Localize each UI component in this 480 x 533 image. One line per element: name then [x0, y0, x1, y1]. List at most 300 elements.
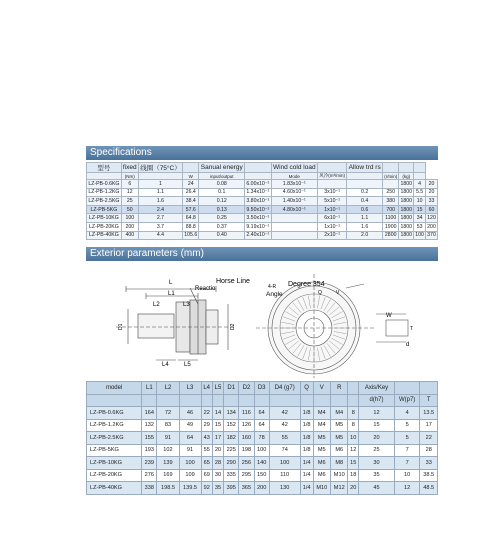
spec-header-cell: 线圈（75°C）	[138, 163, 182, 173]
spec-table-cell: 1.1	[138, 188, 182, 197]
dim-table-cell: M10	[313, 482, 330, 495]
dim-table-cell: 335	[224, 469, 239, 482]
spec-header-cell: 型号	[87, 163, 122, 173]
spec-table-cell	[271, 214, 317, 223]
dim-table-cell: 155	[142, 432, 157, 445]
dim-table-cell: 92	[201, 482, 212, 495]
spec-table-row	[87, 205, 438, 214]
dim-table-cell: 239	[142, 457, 157, 470]
label-reaction: Reactio	[195, 286, 216, 292]
dim-table-cell: 1/4	[300, 457, 313, 470]
spec-table-cell: 1	[138, 180, 182, 189]
dim-subheader-cell	[201, 394, 212, 407]
spec-table-cell: 2.4	[138, 205, 182, 214]
dim-table-cell: 126	[239, 419, 254, 432]
dim-table-cell: M4	[313, 407, 330, 420]
spec-table-cell: 60	[426, 205, 438, 214]
spec-header-cell: Allow trd rs	[348, 164, 381, 171]
dim-table-cell: 152	[224, 419, 239, 432]
spec-table-cell: 3.50x10⁻¹	[246, 215, 270, 222]
dim-table-cell: M8	[331, 457, 348, 470]
dim-subheader-cell	[224, 394, 239, 407]
spec-table-cell: 2.7	[138, 214, 182, 223]
spec-table-cell: 20	[426, 180, 438, 189]
specifications-header: Specifications	[86, 146, 438, 160]
dim-table-cell: M6	[331, 444, 348, 457]
spec-table-cell	[383, 180, 399, 189]
spec-header-cell: Wind cold load	[272, 164, 316, 171]
spec-table-cell: LZ-PB-1.2KG	[88, 189, 120, 196]
dim-table-cell: 225	[224, 444, 239, 457]
dim-table-cell: 7	[394, 457, 420, 470]
dim-table-cell: 110	[269, 469, 300, 482]
label-L4: L4	[162, 362, 169, 368]
dim-table-cell: 256	[239, 457, 254, 470]
spec-table-row	[87, 222, 438, 231]
spec-table-cell: 64.8	[183, 214, 199, 223]
spec-table-row	[87, 231, 438, 240]
spec-table-cell: 1.6	[138, 197, 182, 206]
spec-subheader-cell: input/output	[199, 173, 245, 180]
spec-table-row	[87, 188, 438, 197]
spec-table-cell: 1.40x10⁻¹	[271, 197, 317, 206]
dim-table-cell: 25	[359, 444, 395, 457]
dim-table-cell: M5	[313, 432, 330, 445]
dim-table-cell: 48.5	[420, 482, 438, 495]
dim-table-cell: 12	[394, 482, 420, 495]
spec-table-cell: 100	[415, 232, 424, 239]
spec-table-cell: 0.4	[347, 197, 383, 206]
dim-table-cell: 8	[348, 407, 359, 420]
dim-table-cell: 100	[179, 457, 201, 470]
spec-header-cell: Sanual energy	[200, 164, 243, 171]
spec-table-cell: 12	[121, 188, 138, 197]
dim-table-cell: 1/8	[300, 444, 313, 457]
spec-table-cell: LZ-PB-0.6KG	[88, 180, 120, 187]
dim-table-cell: 69	[201, 469, 212, 482]
dim-table-cell: 35	[212, 482, 223, 495]
spec-subheader-cell: W	[183, 173, 199, 180]
dim-table-cell: 28	[212, 457, 223, 470]
spec-subheader-cell	[138, 173, 182, 180]
label-T: T	[410, 326, 414, 332]
spec-table-cell	[271, 231, 317, 240]
spec-table-cell: 1.6	[347, 222, 383, 231]
spec-table-cell: 1900	[383, 222, 399, 231]
dim-header-cell: D1	[224, 382, 239, 395]
spec-table-cell: 1x10⁻¹	[318, 222, 347, 231]
dim-table-cell: 1/4	[300, 482, 313, 495]
spec-table-cell: 4.60x10⁻¹	[271, 188, 317, 197]
spec-table-cell: 100	[121, 214, 138, 223]
spec-table-cell: 1.83x10⁻¹	[271, 180, 317, 189]
dim-table-cell: M6	[313, 469, 330, 482]
dim-table-cell: 295	[239, 469, 254, 482]
spec-table-cell: 1800	[400, 223, 413, 230]
label-L5: L5	[184, 362, 191, 368]
dim-subheader-cell	[348, 394, 359, 407]
spec-subheader-cell: (kg)	[399, 173, 414, 180]
spec-table-row	[87, 214, 438, 223]
dim-table-cell: 28	[420, 444, 438, 457]
dim-subheader-cell	[300, 394, 313, 407]
spec-table-cell: 2800	[383, 231, 399, 240]
spec-table-cell: 0.12	[199, 197, 245, 206]
dim-table-cell: 100	[269, 457, 300, 470]
spec-table-cell: 4	[414, 180, 426, 189]
dim-table-row	[87, 469, 438, 482]
dim-table-cell: M4	[331, 407, 348, 420]
dim-table-cell: 12	[348, 444, 359, 457]
dim-subheader-cell	[331, 394, 348, 407]
dim-table-cell: 182	[224, 432, 239, 445]
spec-table-cell: 1100	[383, 214, 399, 223]
dim-header-cell	[348, 382, 359, 395]
dim-subheader-cell	[179, 394, 201, 407]
label-angle: Angle	[266, 291, 283, 298]
dim-header-cell: Q	[300, 382, 313, 395]
spec-table-cell: 4.4	[138, 231, 182, 240]
dim-table-cell: 7	[394, 444, 420, 457]
dim-table-cell: LZ-PB-1.2KG	[87, 419, 142, 432]
dim-table-cell: 74	[269, 444, 300, 457]
spec-header-cell	[183, 163, 199, 173]
side-view	[116, 286, 236, 360]
spec-table-cell: 3x10⁻¹	[318, 188, 347, 197]
exterior-drawing	[86, 264, 438, 378]
spec-table-cell: 0.37	[199, 222, 245, 231]
spec-table-cell	[271, 222, 317, 231]
spec-table-cell: 0.13	[199, 205, 245, 214]
dim-table-cell: 140	[254, 457, 269, 470]
spec-table-cell: 2x10⁻¹	[318, 231, 347, 240]
spec-table-cell: 1.1	[347, 214, 383, 223]
dim-table-cell: M5	[331, 432, 348, 445]
dim-header-cell: D4 (g7)	[269, 382, 300, 395]
dim-table-row	[87, 407, 438, 420]
spec-header-cell	[399, 163, 414, 173]
spec-table-cell: 38.4	[183, 197, 199, 206]
dim-table-cell: 43	[201, 432, 212, 445]
dim-table-cell: 91	[179, 444, 201, 457]
spec-table-cell: LZ-PB-40KG	[87, 231, 122, 240]
dim-table-cell: 15	[348, 457, 359, 470]
spec-table-cell: LZ-PB-20KG	[87, 222, 122, 231]
label-D1: D1	[118, 323, 124, 330]
spec-table-cell: 9.19x10⁻¹	[246, 223, 270, 230]
spec-header-cell	[414, 163, 426, 173]
dim-subheader-cell	[239, 394, 254, 407]
dim-table-cell: LZ-PB-10KG	[87, 457, 142, 470]
dim-table-cell: 12	[359, 407, 395, 420]
spec-table-cell: 0.40	[199, 231, 245, 240]
label-degree: Degree 354	[288, 281, 325, 288]
dim-subheader-cell	[142, 394, 157, 407]
spec-table-cell: 250	[383, 188, 399, 197]
dim-table-cell: M4	[313, 419, 330, 432]
dim-subheader-cell	[254, 394, 269, 407]
spec-table-cell: 0.6	[347, 205, 383, 214]
dim-table-cell: 1/4	[300, 469, 313, 482]
label-Q: Q	[318, 290, 322, 296]
spec-subheader-cell: Mode	[271, 173, 317, 180]
dim-table-cell: 64	[179, 432, 201, 445]
spec-table-cell: 200	[121, 222, 138, 231]
spec-table-cell: 380	[383, 197, 399, 206]
dim-header-cell: model	[87, 382, 142, 395]
dim-header-cell: R	[331, 382, 348, 395]
dim-table-cell: 83	[157, 419, 179, 432]
dim-table-cell: M10	[331, 469, 348, 482]
dim-table-cell: 64	[254, 419, 269, 432]
spec-table-cell: 1x10⁻¹	[318, 205, 347, 214]
spec-table-cell	[318, 180, 347, 189]
dim-table-cell: 198.5	[157, 482, 179, 495]
spec-table-cell: 0.08	[199, 180, 245, 189]
dim-subheader-cell	[269, 394, 300, 407]
spec-table-cell: LZ-PB-5KG	[87, 205, 122, 214]
dim-header-cell: L5	[212, 382, 223, 395]
dim-table-cell: 72	[157, 407, 179, 420]
label-L1: L1	[168, 291, 175, 297]
dim-table-cell: LZ-PB-20KG	[87, 469, 142, 482]
label-horse-line: Horse Line	[216, 278, 250, 285]
spec-table-cell: 10	[414, 197, 426, 206]
dim-table-cell: 4	[394, 407, 420, 420]
spec-subheader-cell	[414, 173, 426, 180]
dim-table-cell: 10	[348, 432, 359, 445]
spec-table-cell: 25	[121, 197, 138, 206]
dim-table-cell: 276	[142, 469, 157, 482]
spec-table-cell: 53	[414, 222, 426, 231]
dim-table-cell: 395	[224, 482, 239, 495]
spec-table-cell: 57.6	[183, 205, 199, 214]
dim-table-cell: 109	[179, 469, 201, 482]
exterior-parameters-header: Exterior parameters (mm)	[86, 247, 438, 261]
spec-table-cell: 50	[121, 205, 138, 214]
dim-table-cell: 10	[394, 469, 420, 482]
spec-table-cell: 33	[426, 197, 438, 206]
spec-table-cell: 1800	[400, 189, 413, 196]
label-4r: 4-R	[268, 284, 277, 290]
dim-header-cell: L2	[157, 382, 179, 395]
dim-table-row	[87, 432, 438, 445]
spec-table-cell: 1800	[400, 197, 413, 204]
dim-header-cell: V	[313, 382, 330, 395]
spec-table-cell: 5x10⁻¹	[318, 197, 347, 206]
dim-table-cell: 139	[157, 457, 179, 470]
spec-table-cell: 1.34x10⁻¹	[246, 189, 270, 196]
dim-header-cell	[394, 382, 420, 395]
dim-table-cell: 33	[420, 457, 438, 470]
dim-table-cell: LZ-PB-0.6KG	[87, 407, 142, 420]
dim-table-cell: 134	[224, 407, 239, 420]
dim-table-cell: 1/8	[300, 407, 313, 420]
dim-table-cell: M5	[313, 444, 330, 457]
spec-subheader-cell	[245, 173, 271, 180]
spec-subheader-cell: (Nm)	[121, 173, 138, 180]
dim-table-cell: 17	[420, 419, 438, 432]
dim-subheader-cell	[313, 394, 330, 407]
dim-table-cell: 132	[142, 419, 157, 432]
dim-table-cell: 5	[394, 432, 420, 445]
dim-table-cell: 38.5	[420, 469, 438, 482]
spec-table-cell: LZ-PB-2.5KG	[88, 197, 120, 204]
dim-table-cell: 22	[420, 432, 438, 445]
label-W: W	[386, 313, 392, 319]
dim-header-cell: D2	[239, 382, 254, 395]
spec-table-cell: 2.0	[347, 231, 383, 240]
spec-table-cell	[347, 180, 383, 189]
specifications-table	[86, 162, 438, 240]
spec-table-row	[87, 197, 438, 206]
dim-table-row	[87, 444, 438, 457]
front-view	[256, 274, 408, 378]
dim-table-cell: 42	[269, 419, 300, 432]
spec-table-cell: 2.40x10⁻¹	[246, 232, 270, 239]
spec-table-cell: 20	[426, 188, 438, 197]
spec-table-cell: 6	[121, 180, 138, 189]
dim-table-row	[87, 457, 438, 470]
dim-table-cell: 55	[269, 432, 300, 445]
spec-table-cell: 26.4	[183, 188, 199, 197]
spec-table-cell: 3.7	[138, 222, 182, 231]
spec-table-cell: 0.1	[199, 188, 245, 197]
dim-table-cell: 55	[201, 444, 212, 457]
dim-table-cell: 193	[142, 444, 157, 457]
dim-table-cell: 22	[201, 407, 212, 420]
dim-header-cell: L1	[142, 382, 157, 395]
dim-subheader-cell: T	[420, 394, 438, 407]
dim-table-cell: 102	[157, 444, 179, 457]
dimensions-table	[86, 381, 438, 495]
spec-table-cell: 1800	[400, 206, 413, 213]
spec-table-cell: 0.25	[199, 214, 245, 223]
dim-table-cell: 169	[157, 469, 179, 482]
dim-table-cell: 35	[359, 469, 395, 482]
label-L3: L3	[183, 302, 190, 308]
spec-table-cell: 88.8	[183, 222, 199, 231]
spec-subheader-cell	[347, 173, 383, 180]
label-V: V	[336, 290, 340, 296]
spec-table-cell: 0.2	[347, 188, 383, 197]
dim-table-cell: LZ-PB-40KG	[87, 482, 142, 495]
dim-table-cell: 338	[142, 482, 157, 495]
dim-table-cell: 20	[212, 444, 223, 457]
dim-table-cell: 150	[254, 469, 269, 482]
spec-table-cell: 3.80x10⁻¹	[246, 197, 270, 204]
dim-table-cell: 20	[359, 432, 395, 445]
dim-table-cell: 8	[348, 419, 359, 432]
dim-table-cell: 15	[359, 419, 395, 432]
label-L: L	[169, 280, 173, 286]
dim-table-cell: 30	[359, 457, 395, 470]
dim-table-cell: LZ-PB-5KG	[87, 444, 142, 457]
dim-table-cell: 13.5	[420, 407, 438, 420]
spec-table-cell: 4.80x10⁻¹	[271, 205, 317, 214]
dim-table-cell: 65	[201, 457, 212, 470]
dim-table-cell: 365	[239, 482, 254, 495]
dim-table-cell: 1/8	[300, 419, 313, 432]
dim-subheader-cell	[87, 394, 142, 407]
spec-table-cell: 370	[427, 232, 436, 239]
dim-table-cell: 46	[179, 407, 201, 420]
dim-header-cell: Axis/Key	[359, 382, 395, 395]
dim-table-cell: 198	[239, 444, 254, 457]
label-D2: D2	[230, 323, 236, 330]
spec-table-cell: 34	[414, 214, 426, 223]
spec-table-cell: 105.6	[184, 232, 198, 239]
dim-table-cell: 116	[239, 407, 254, 420]
dim-table-cell: 5	[394, 419, 420, 432]
dim-table-cell: M12	[331, 482, 348, 495]
spec-table-cell: 9.50x10⁻¹	[246, 206, 270, 213]
dim-table-cell: 64	[254, 407, 269, 420]
dim-table-cell: M6	[313, 457, 330, 470]
dim-table-row	[87, 482, 438, 495]
dim-header-cell: L3	[179, 382, 201, 395]
dim-table-cell: 14	[212, 407, 223, 420]
dim-header-cell	[420, 382, 438, 395]
dim-subheader-cell	[157, 394, 179, 407]
dim-table-cell: 15	[212, 419, 223, 432]
dim-table-cell: 164	[142, 407, 157, 420]
spec-table-cell: 1800	[400, 232, 413, 239]
spec-table-cell: 400	[121, 231, 138, 240]
dim-table-cell: 1/8	[300, 432, 313, 445]
dim-table-cell: 160	[239, 432, 254, 445]
spec-header-cell	[245, 163, 271, 173]
spec-header-cell	[318, 163, 347, 173]
dim-table-cell: 100	[254, 444, 269, 457]
spec-table-cell: LZ-PB-10KG	[87, 214, 122, 223]
dim-header-cell: L4	[201, 382, 212, 395]
spec-table-cell: 120	[427, 215, 436, 222]
dim-subheader-cell	[212, 394, 223, 407]
spec-table-cell: 24	[183, 180, 199, 189]
spec-table-cell: 15	[414, 205, 426, 214]
dim-table-cell: 200	[254, 482, 269, 495]
spec-table-cell: 5.5	[414, 188, 426, 197]
dim-table-cell: 91	[157, 432, 179, 445]
spec-table-cell: 200	[427, 223, 436, 230]
dim-table-cell: 290	[224, 457, 239, 470]
dim-table-cell: 49	[179, 419, 201, 432]
spec-table-cell: 6x10⁻¹	[318, 214, 347, 223]
dim-table-cell: 29	[201, 419, 212, 432]
spec-subheader-cell: 风冷(m³/min)	[319, 173, 345, 178]
dim-subheader-cell: d(h7)	[359, 394, 395, 407]
label-d: d	[406, 342, 410, 348]
dim-header-cell: D3	[254, 382, 269, 395]
spec-table-cell: 1800	[400, 180, 413, 187]
spec-table-cell: 700	[383, 205, 399, 214]
spec-subheader-cell	[87, 173, 122, 180]
label-L2: L2	[153, 302, 160, 308]
dim-table-cell: 18	[348, 469, 359, 482]
dim-table-cell: M5	[331, 419, 348, 432]
dim-table-cell: 30	[212, 469, 223, 482]
dim-table-cell: 139.5	[179, 482, 201, 495]
dim-table-cell: 78	[254, 432, 269, 445]
dim-table-cell: 130	[269, 482, 300, 495]
spec-header-cell: fixed	[122, 164, 137, 171]
dim-table-cell: 45	[359, 482, 395, 495]
dim-table-cell: LZ-PB-2.5KG	[87, 432, 142, 445]
spec-table-row	[87, 180, 438, 189]
spec-table-cell: 1800	[400, 215, 413, 222]
spec-table-cell: 6.00x10⁻¹	[246, 180, 270, 187]
